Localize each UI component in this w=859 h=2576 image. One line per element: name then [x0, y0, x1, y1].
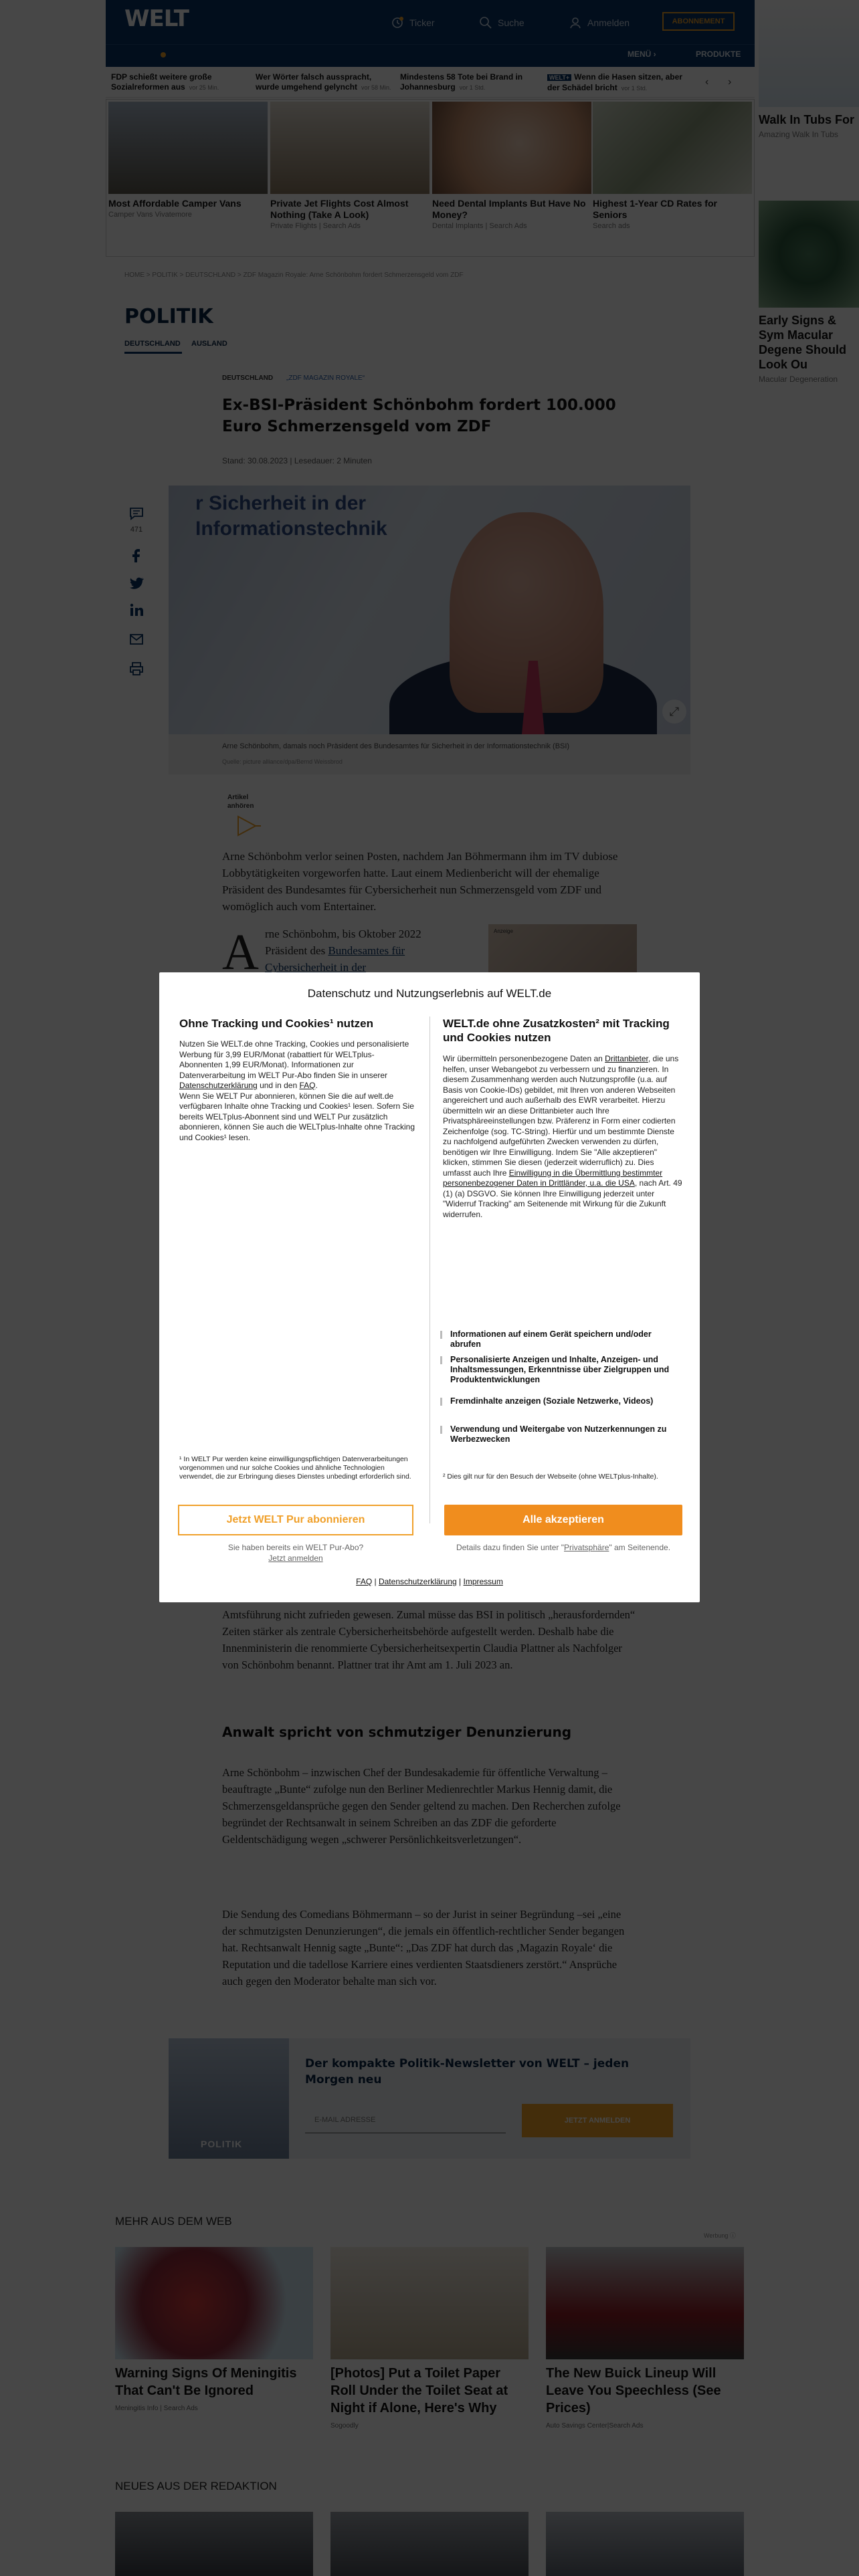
footer-faq-link[interactable]: FAQ — [356, 1577, 373, 1586]
accept-all-button[interactable]: Alle akzeptieren — [444, 1505, 682, 1535]
consent-title: Datenschutz und Nutzungserlebnis auf WELT.de — [307, 987, 552, 1000]
consent-right-heading: WELT.de ohne Zusatzkosten² mit Tracking und Cookies nutzen — [443, 1017, 670, 1044]
consent-left-heading: Ohne Tracking und Cookies¹ nutzen — [179, 1017, 373, 1030]
third-party-link[interactable]: Drittanbieter — [605, 1054, 648, 1063]
consent-right-text: Wir übermitteln personenbezogene Daten an Drittanbieter, die uns helfen, unser Webangebot zu verbessern und zu finanzieren. In diesem Zusammenhang werden auch Nutzungsprofile (u.a. auf Basis von Cookie-IDs) gebildet, mit Ihren von anderen Webseiten angereichert und auch außerhalb des EWR verarbeitet. Hierzu übermitteln wir an diese Drittanbieter auch Ihre Privatsphäreeinstellungen bzw. Präferenz in Form einer codierten Zeichenfolge (sog. TC-String). Hierfür und um bestimmte Dienste zu nachfolgend aufgeführten Zwecken verwenden zu dürfen, benötigen wir Ihre Einwilligung. Indem Sie "Alle akzeptieren" klicken, stimmen Sie diesen (jederzeit widerruflich) zu. Dies umfasst auch Ihre Einwilligung in die Übermittlung bestimmter personenbezogener Daten in Drittländer, u.a. die USA, nach Art. 49 (1) (a) DSGVO. Sie können Ihre Einwilligung jederzeit unter "Widerruf Tracking" am Seitenende mit Wirkung für die Zukunft widerrufen. — [443, 1054, 682, 1219]
consent-purpose: Fremdinhalte anzeigen (Soziale Netzwerke, Videos) — [440, 1396, 681, 1406]
consent-left-text: Nutzen Sie WELT.de ohne Tracking, Cookies und personalisierte Werbung für 3,99 EUR/Monat (rabattiert für WELTplus-Abonnenten 1,99 EUR/Monat). Informationen zur Datenverarbeitung im WELT Pur-Abo finden Sie in unserer Datenschutzerklärung und in den FAQ. Wenn Sie WELT Pur abonnieren, können Sie die auf welt.de verfügbaren Inhalte ohne Tracking und Cookies¹ lesen. Sofern Sie bereits WELTplus-Abonnent sind und WELT Pur zusätzlich abonnieren, können Sie auch die WELTplus-Inhalte ohne Tracking und Cookies¹ lesen. — [179, 1039, 415, 1142]
footer-imprint-link[interactable]: Impressum — [463, 1577, 503, 1586]
consent-dialog — [159, 972, 700, 1602]
faq-link[interactable]: FAQ — [299, 1081, 316, 1090]
privacy-details: Details dazu finden Sie unter "Privatsphäre" am Seitenende. — [456, 1543, 671, 1552]
privacy-settings-link[interactable]: Privatsphäre — [564, 1543, 609, 1552]
privacy-policy-link[interactable]: Datenschutzerklärung — [179, 1081, 258, 1090]
already-subscribed: Sie haben bereits ein WELT Pur-Abo? Jetzt anmelden — [227, 1543, 364, 1563]
third-country-consent-link[interactable]: Einwilligung in die Übermittlung bestimmter personenbezogener Daten in Drittländer, u.a. die USA — [443, 1168, 663, 1188]
welt-pur-subscribe-button[interactable]: Jetzt WELT Pur abonnieren — [178, 1505, 413, 1535]
login-now-link[interactable]: Jetzt anmelden — [268, 1553, 323, 1563]
consent-purpose: Informationen auf einem Gerät speichern und/oder abrufen — [440, 1329, 681, 1350]
consent-purpose: Personalisierte Anzeigen und Inhalte, Anzeigen- und Inhaltsmessungen, Erkenntnisse über Zielgruppen und Produktentwicklungen — [440, 1355, 681, 1385]
footer-privacy-link[interactable]: Datenschutzerklärung — [378, 1577, 457, 1586]
consent-left-footnote: ¹ In WELT Pur werden keine einwilligungspflichtigen Datenverarbeitungen vorgenommen und nur solche Cookies und ähnliche Technologien verwendet, die zur Erbringung dieses Dienstes unbedingt erforderlich sind. — [179, 1455, 411, 1481]
consent-purpose: Verwendung und Weitergabe von Nutzerkennungen zu Werbezwecken — [440, 1424, 681, 1444]
consent-footer: FAQ | Datenschutzerklärung | Impressum — [356, 1577, 503, 1586]
consent-right-footnote: ² Dies gilt nur für den Besuch der Webseite (ohne WELTplus-Inhalte). — [443, 1473, 658, 1481]
